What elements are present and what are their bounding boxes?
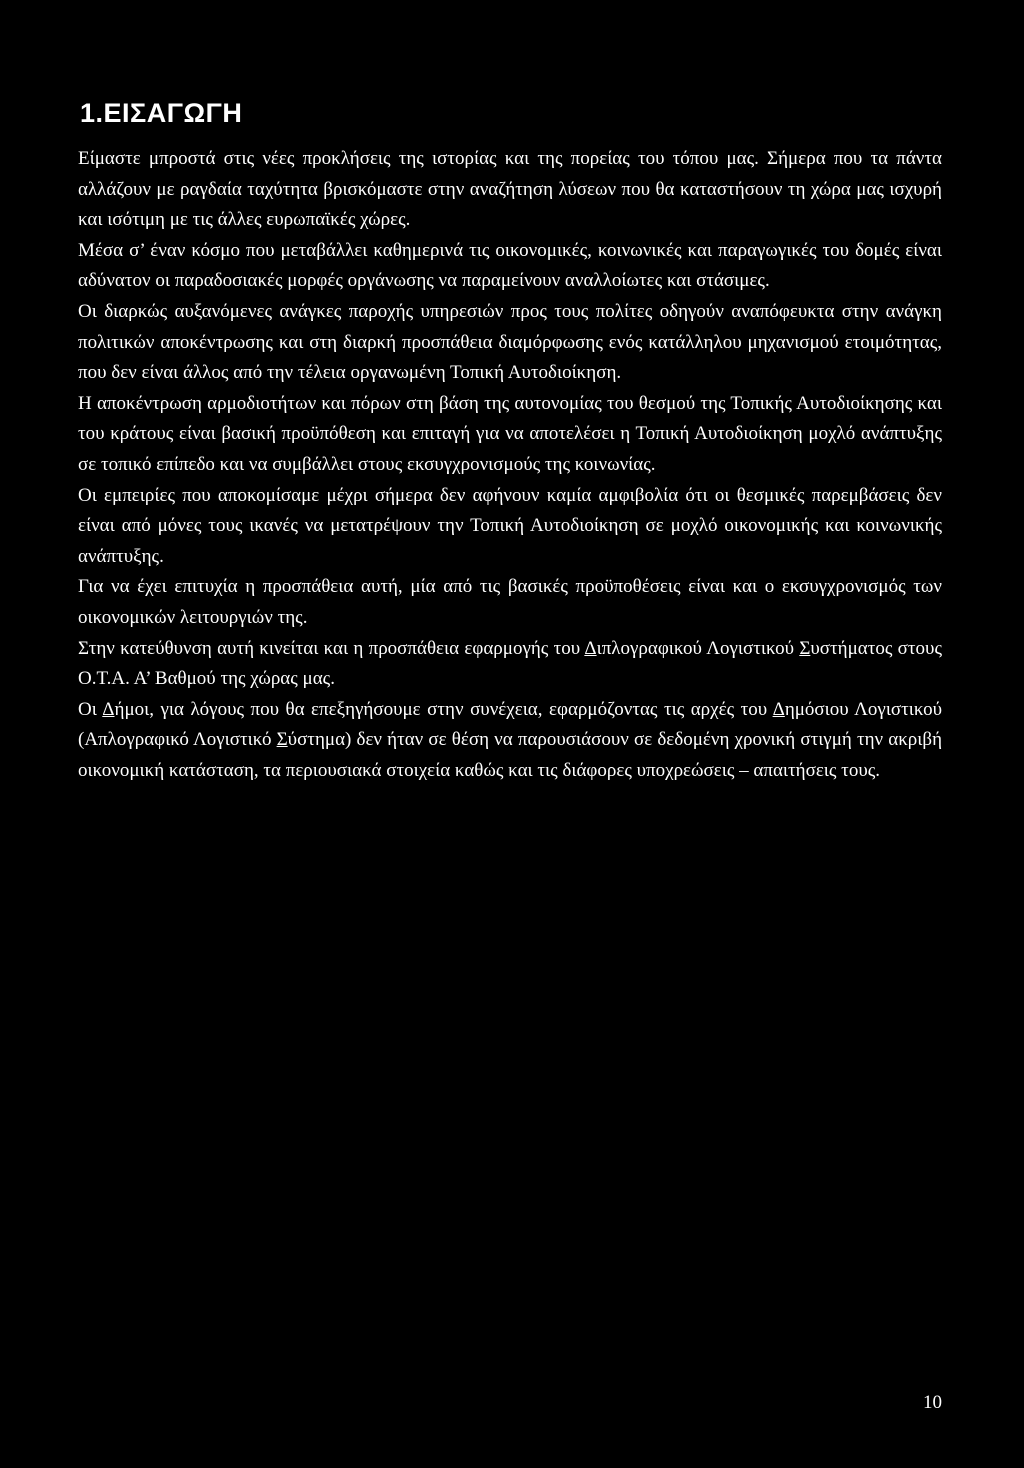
paragraph-5: Οι εμπειρίες που αποκομίσαμε μέχρι σήμερα δεν αφήνουν καμία αμφιβολία ότι οι θεσμικές παρεμβάσεις δεν είναι από μόνες τους ικανές να μετατρέψουν την Τοπική Αυτοδιοίκηση σε μοχλό οικονομικής και κοινωνικής ανάπτυξης. xyxy=(78,484,942,567)
paragraph-8 xyxy=(78,695,942,787)
page-number: 10 xyxy=(923,1392,942,1413)
paragraph-8-text-c: ημόσιου Λογιστικού (Απλογραφικό Λογιστικό xyxy=(78,698,942,751)
paragraph-7-text-b: ιπλογραφικού Λογιστικού xyxy=(596,637,800,659)
paragraph-4: Η αποκέντρωση αρμοδιοτήτων και πόρων στη βάση της αυτονομίας του θεσμού της Τοπικής Αυτοδιοίκησης και του κράτους είναι βασική προϋπόθεση και επιταγή για να αποτελέσει η Τοπική Αυτοδιοίκηση μοχλό ανάπτυξης σε τοπικό επίπεδο και να συμβάλλει στους εκσυγχρονισμούς της κοινωνίας. xyxy=(78,392,942,475)
paragraph-7 xyxy=(78,634,942,695)
paragraph-8-text-d: ύστημα) δεν ήταν σε θέση να παρουσιάσουν σε δεδομένη χρονική στιγμή την ακριβή οικονομική κατάσταση, τα περιουσιακά στοιχεία καθώς και τις διάφορες υποχρεώσεις – απαιτήσεις τους. xyxy=(78,729,942,781)
paragraph-6: Για να έχει επιτυχία η προσπάθεια αυτή, μία από τις βασικές προϋποθέσεις είναι και ο εκσυγχρονισμός των οικονομικών λειτουργιών της. xyxy=(78,576,942,628)
paragraph-7-text-a: Στην κατεύθυνση αυτή κινείται και η προσπάθεια εφαρμογής του xyxy=(78,637,585,659)
paragraph-8-text-a: Οι xyxy=(78,698,103,720)
paragraph-2: Μέσα σ’ έναν κόσμο που μεταβάλλει καθημερινά τις οικονομικές, κοινωνικές και παραγωγικές του δομές είναι αδύνατον οι παραδοσιακές μορφές οργάνωσης να παραμείνουν αναλλοίωτες και στάσιμες. xyxy=(78,239,942,292)
paragraph-1: Είμαστε μπροστά στις νέες προκλήσεις της ιστορίας και της πορείας του τόπου μας. Σήμερα που τα πάντα αλλάζουν με ραγδαία ταχύτητα βρισκόμαστε στην αναζήτηση λύσεων που θα καταστήσουν τη χώρα μας ισχυρή και ισότιμη με τις άλλες ευρωπαϊκές χώρες. xyxy=(78,148,942,231)
paragraph-8-underlined-letter-2: Δ xyxy=(772,698,785,720)
paragraph-8-underlined-letter-1: Δ xyxy=(102,698,115,720)
paragraph-8-text-b: ήμοι, για λόγους που θα επεξηγήσουμε στην συνέχεια, εφαρμόζοντας τις αρχές του xyxy=(114,698,773,720)
paragraph-7-text-c: υστήματος στους Ο.Τ.Α. Α’ Βαθμού της χώρας μας. xyxy=(78,637,942,690)
document-body xyxy=(78,144,942,786)
paragraph-8-underlined-letter-3: Σ xyxy=(276,729,288,751)
paragraph-7-underlined-letter-2: Σ xyxy=(799,637,811,659)
paragraph-3: Οι διαρκώς αυξανόμενες ανάγκες παροχής υπηρεσιών προς τους πολίτες οδηγούν αναπόφευκτα στην ανάγκη πολιτικών αποκέντρωσης και στη διαρκή προσπάθεια διαμόρφωσης ενός κατάλληλου μηχανισμού ετοιμότητας, που δεν είναι άλλος από την τέλεια οργανωμένη Τοπική Αυτοδιοίκηση. xyxy=(78,300,942,384)
paragraph-7-underlined-letter-1: Δ xyxy=(584,637,597,659)
section-heading: 1.ΕΙΣΑΓΩΓΗ xyxy=(80,98,243,128)
